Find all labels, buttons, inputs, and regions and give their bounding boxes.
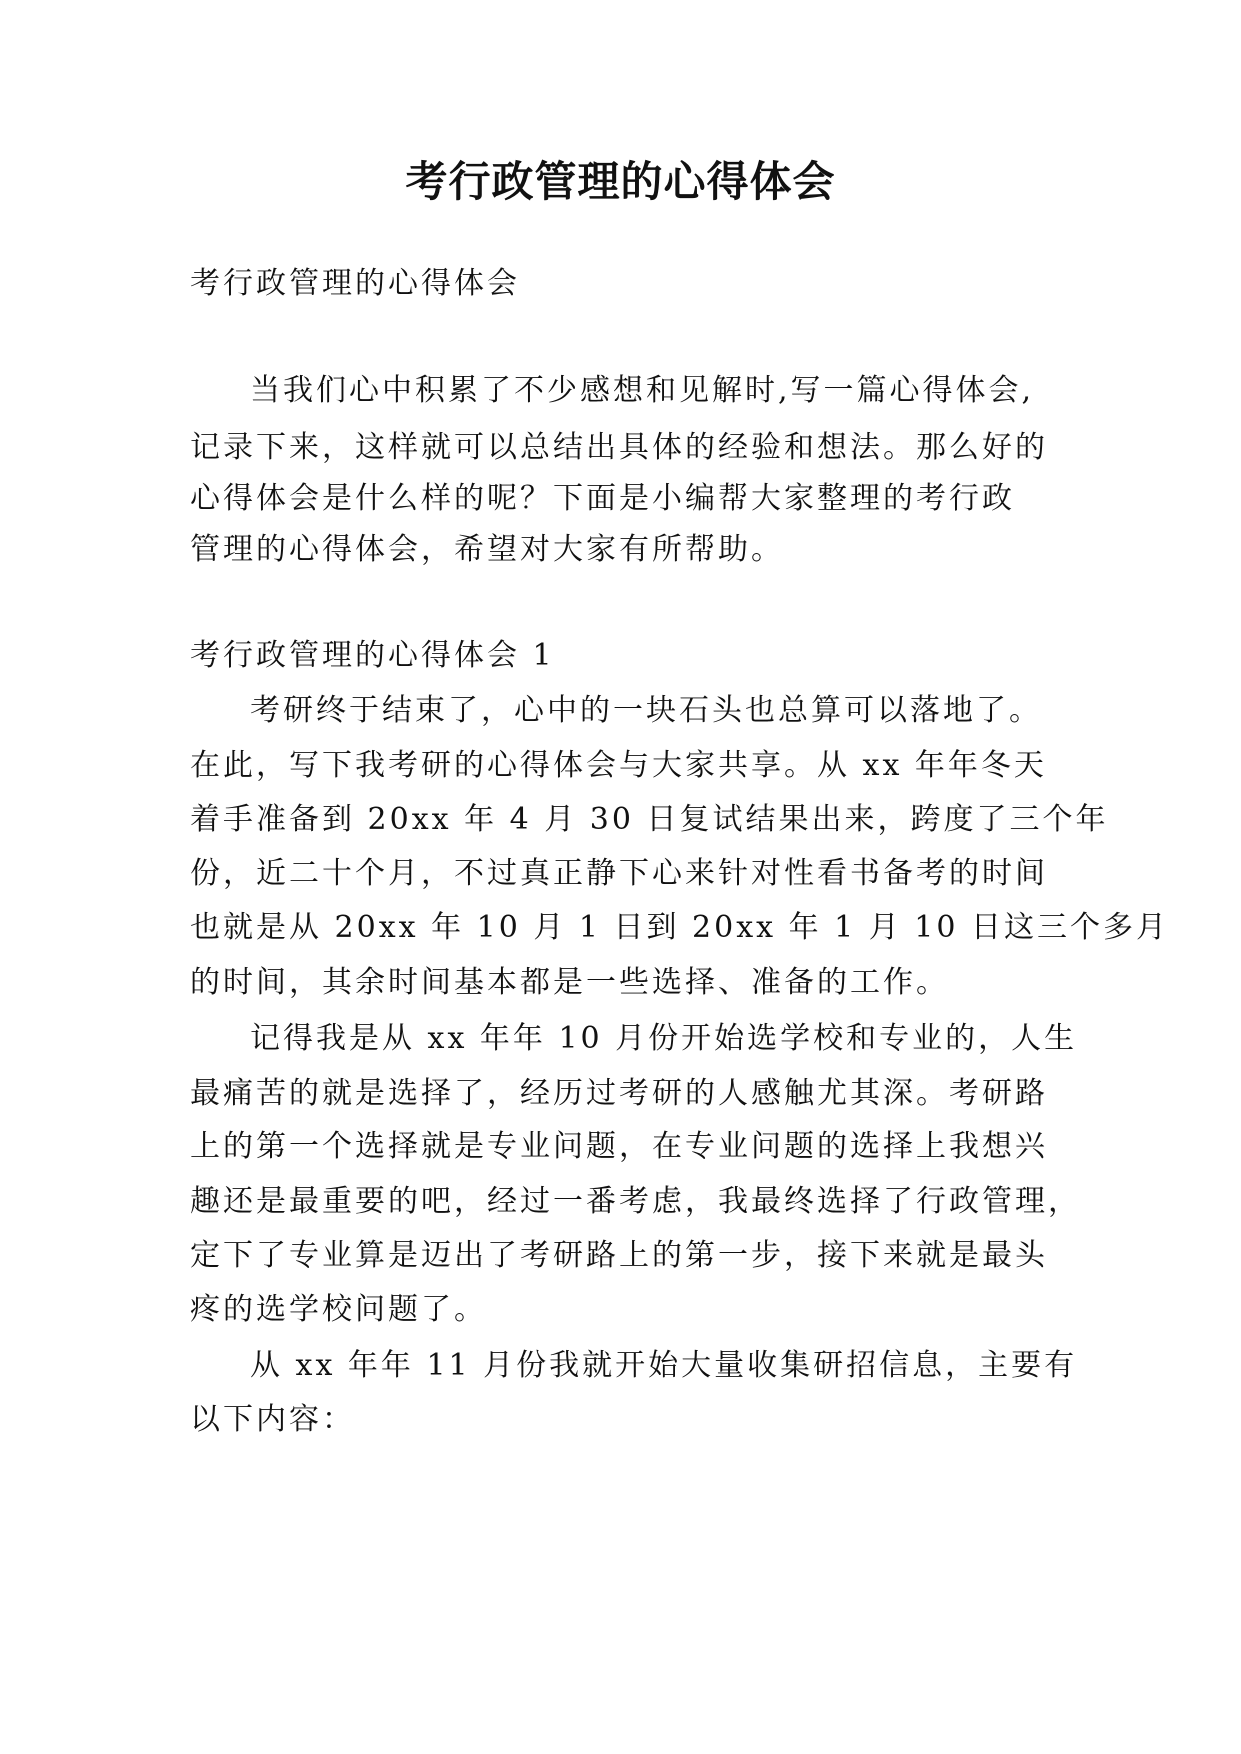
paragraph-line: 在此，写下我考研的心得体会与大家共享。从 xx 年年冬天 [190, 748, 1047, 783]
paragraph-line: 疼的选学校问题了。 [190, 1292, 487, 1327]
paragraph-line: 最痛苦的就是选择了，经历过考研的人感触尤其深。考研路 [190, 1076, 1048, 1111]
paragraph-line: 着手准备到 20xx 年 4 月 30 日复试结果出来，跨度了三个年 [190, 802, 1109, 837]
paragraph-line: 的时间，其余时间基本都是一些选择、准备的工作。 [190, 965, 949, 1000]
paragraph-line: 从 xx 年年 11 月份我就开始大量收集研招信息，主要有 [250, 1348, 1078, 1383]
paragraph-line: 定下了专业算是迈出了考研路上的第一步，接下来就是最头 [190, 1238, 1048, 1273]
paragraph-line: 当我们心中积累了不少感想和见解时,写一篇心得体会, [250, 373, 1035, 408]
paragraph-line: 趣还是最重要的吧，经过一番考虑，我最终选择了行政管理， [190, 1184, 1081, 1219]
paragraph-line: 心得体会是什么样的呢？下面是小编帮大家整理的考行政 [190, 481, 1015, 516]
paragraph-line: 上的第一个选择就是专业问题，在专业问题的选择上我想兴 [190, 1129, 1048, 1164]
paragraph-line: 以下内容： [190, 1402, 355, 1437]
section-heading: 考行政管理的心得体会 1 [190, 638, 555, 673]
paragraph-line: 份，近二十个月，不过真正静下心来针对性看书备考的时间 [190, 856, 1048, 891]
paragraph-line: 记录下来，这样就可以总结出具体的经验和想法。那么好的 [190, 430, 1048, 465]
paragraph-line: 记得我是从 xx 年年 10 月份开始选学校和专业的，人生 [250, 1021, 1078, 1056]
paragraph-line: 管理的心得体会，希望对大家有所帮助。 [190, 532, 784, 567]
document-title: 考行政管理的心得体会 [405, 157, 836, 206]
paragraph-line: 考研终于结束了，心中的一块石头也总算可以落地了。 [250, 693, 1042, 728]
paragraph-line: 也就是从 20xx 年 10 月 1 日到 20xx 年 1 月 10 日这三个多月 [190, 910, 1169, 945]
document-subtitle: 考行政管理的心得体会 [190, 266, 520, 301]
